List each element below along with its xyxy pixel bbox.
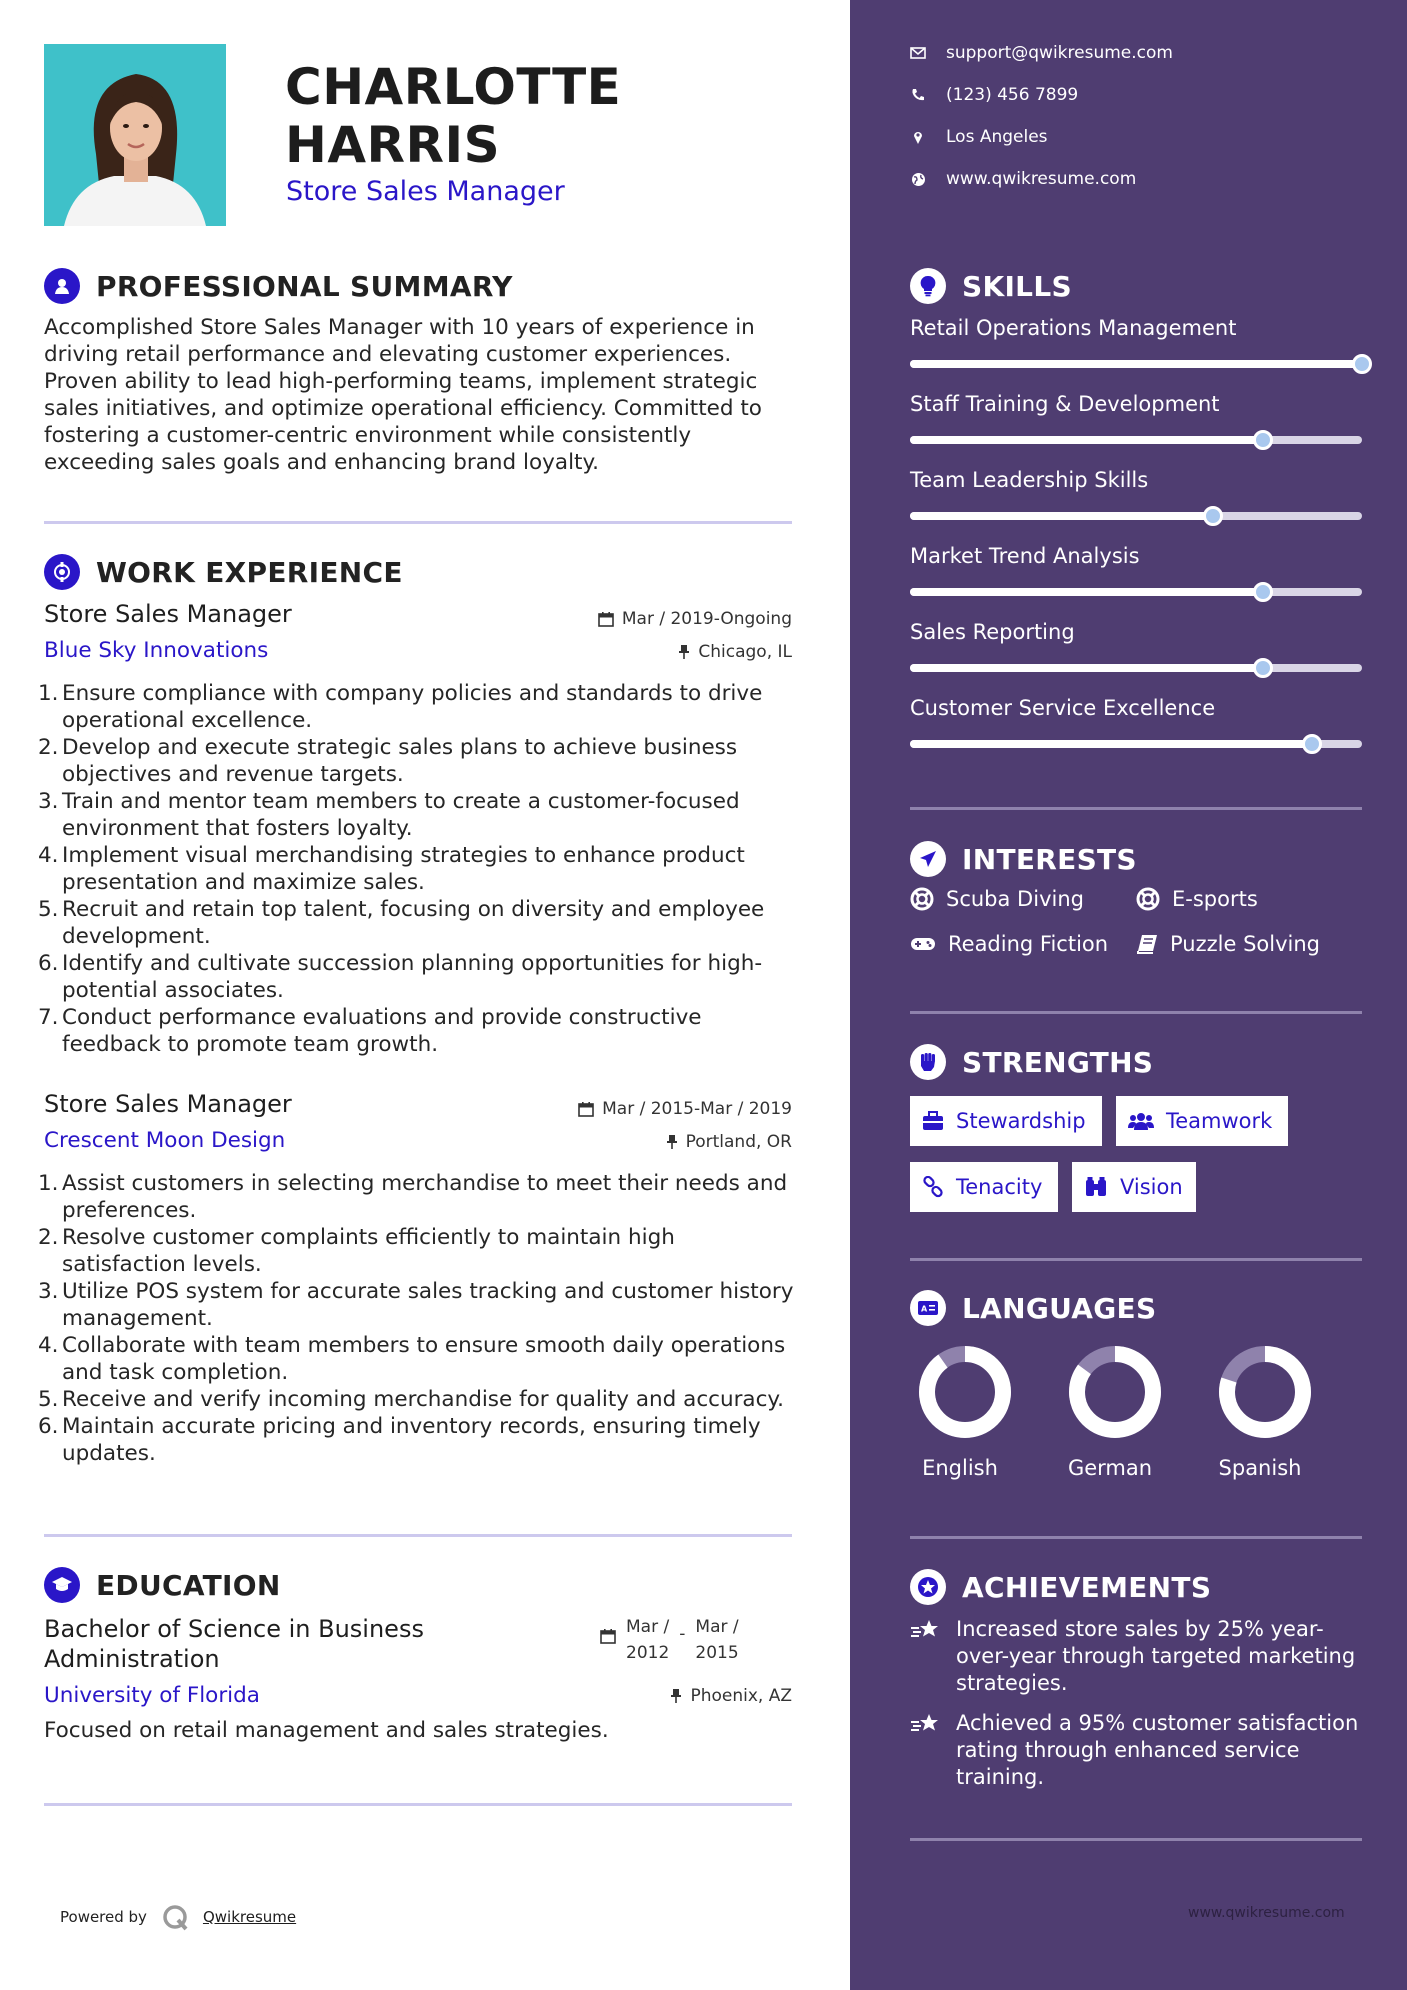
graduation-cap-icon [44, 1567, 80, 1603]
job-responsibilities [38, 680, 798, 1058]
job-title: Store Sales Manager [44, 600, 292, 628]
contact-phone-text: (123) 456 7899 [946, 85, 1079, 105]
interest-item [1136, 887, 1258, 911]
section-divider [44, 1534, 792, 1537]
education-dates [600, 1614, 739, 1666]
responsibility-number: 2. [38, 1225, 59, 1250]
interests-heading: INTERESTS [962, 842, 1137, 876]
responsibility-text: Collaborate with team members to ensure smooth daily operations and task completion. [62, 1333, 786, 1385]
responsibility-item [38, 950, 798, 1004]
language-ring [1060, 1342, 1170, 1446]
phone-icon [910, 88, 926, 102]
skill-bar [910, 436, 1362, 444]
skill-level-knob [1203, 506, 1223, 526]
responsibility-text: Utilize POS system for accurate sales tracking and customer history management. [62, 1279, 794, 1331]
interest-item [910, 887, 1084, 911]
education-location [670, 1686, 792, 1706]
strength-badge [910, 1162, 1058, 1212]
job-location [678, 642, 792, 662]
responsibility-item [38, 896, 798, 950]
achievement-text: Increased store sales by 25% year-over-year through targeted marketing strategies. [956, 1617, 1356, 1695]
date-dash: - [679, 1624, 686, 1644]
section-divider [44, 1803, 792, 1806]
name-line-last: HARRIS [285, 116, 501, 174]
strength-label: Teamwork [1166, 1109, 1273, 1133]
language-donut [1215, 1342, 1315, 1442]
job-dates [598, 609, 792, 629]
languages-section-header [910, 1290, 1156, 1326]
summary-heading: PROFESSIONAL SUMMARY [96, 269, 513, 303]
svg-text:A: A [921, 1304, 928, 1314]
responsibility-item [38, 680, 798, 734]
experience-heading: WORK EXPERIENCE [96, 555, 403, 589]
job-title: Store Sales Manager [44, 1090, 292, 1118]
book-icon [1136, 934, 1158, 954]
skill-bar [910, 740, 1362, 748]
contact-location [910, 127, 1048, 147]
skill-level-knob [1253, 430, 1273, 450]
language-label: German [1067, 1456, 1153, 1480]
paper-plane-icon [910, 841, 946, 877]
contact-location-text: Los Angeles [946, 127, 1048, 147]
languages-heading: LANGUAGES [962, 1291, 1157, 1325]
responsibility-item [38, 842, 798, 896]
interest-label: Puzzle Solving [1170, 932, 1320, 956]
education-location-text: Phoenix, AZ [690, 1686, 792, 1706]
education-university: University of Florida [44, 1683, 260, 1708]
shooting-star-icon [910, 1616, 942, 1697]
language-ring [910, 1342, 1020, 1446]
strength-badge [1116, 1096, 1288, 1146]
users-icon [1128, 1111, 1154, 1131]
interest-label: Scuba Diving [946, 887, 1084, 911]
strength-badge [1072, 1162, 1196, 1212]
strength-label: Stewardship [956, 1109, 1086, 1133]
skill-level-knob [1302, 734, 1322, 754]
skill-bar [910, 360, 1362, 368]
interests-section-header [910, 841, 1137, 877]
responsibility-item [38, 1386, 798, 1413]
responsibility-item [38, 1332, 798, 1386]
section-divider [910, 1011, 1362, 1014]
summary-section-header [44, 268, 513, 304]
skill-level-knob [1352, 354, 1372, 374]
skill-bar-fill [910, 436, 1263, 444]
education-end-year: 2015 [695, 1643, 739, 1663]
user-icon [44, 268, 80, 304]
contact-website[interactable] [910, 169, 1136, 189]
interest-item [1136, 932, 1320, 956]
education-end-date [695, 1614, 738, 1666]
lightbulb-icon [910, 268, 946, 304]
responsibility-text: Resolve customer complaints efficiently to maintain high satisfaction levels. [62, 1225, 675, 1277]
responsibility-number: 6. [38, 951, 59, 976]
achievement-text: Achieved a 95% customer satisfaction rating through enhanced service training. [956, 1711, 1359, 1789]
skill-bar-fill [910, 664, 1263, 672]
pin-icon [678, 644, 690, 660]
skill-bar-fill [910, 740, 1312, 748]
language-card-icon [910, 1290, 946, 1326]
responsibility-item [38, 1278, 798, 1332]
powered-by-label: Powered by [60, 1908, 147, 1926]
star-badge-icon [910, 1569, 946, 1605]
job-company: Blue Sky Innovations [44, 638, 269, 663]
skill-bar [910, 512, 1362, 520]
strength-label: Vision [1120, 1175, 1183, 1199]
responsibility-text: Train and mentor team members to create a customer-focused environment that fosters loyalty. [62, 789, 740, 841]
calendar-icon [600, 1628, 616, 1644]
achievements-section-header [910, 1569, 1211, 1605]
skill-label: Team Leadership Skills [910, 468, 1149, 492]
contact-email[interactable] [910, 43, 1173, 63]
skill-bar-fill [910, 512, 1213, 520]
responsibility-item [38, 734, 798, 788]
skill-level-knob [1253, 658, 1273, 678]
shooting-star-icon [910, 1710, 942, 1791]
responsibility-item [38, 1413, 798, 1467]
pin-icon [666, 1134, 678, 1150]
experience-section-header [44, 554, 403, 590]
education-degree: Bachelor of Science in Business Administration [44, 1615, 424, 1673]
link-icon [922, 1176, 944, 1198]
skill-label: Staff Training & Development [910, 392, 1220, 416]
pin-icon [670, 1688, 682, 1704]
raised-fist-icon [910, 1044, 946, 1080]
education-heading: EDUCATION [96, 1568, 281, 1602]
calendar-icon [578, 1101, 594, 1117]
responsibility-text: Receive and verify incoming merchandise for quality and accuracy. [62, 1387, 784, 1412]
envelope-icon [910, 47, 926, 59]
responsibility-text: Recruit and retain top talent, focusing on diversity and employee development. [62, 897, 765, 949]
skill-label: Customer Service Excellence [910, 696, 1216, 720]
section-divider [910, 1258, 1362, 1261]
job-company: Crescent Moon Design [44, 1128, 286, 1153]
strength-badge [910, 1096, 1102, 1146]
education-start-date [626, 1614, 669, 1666]
responsibility-item [38, 1004, 798, 1058]
responsibility-number: 1. [38, 681, 59, 706]
qwikresume-logo-icon [161, 1903, 189, 1931]
achievements-heading: ACHIEVEMENTS [962, 1570, 1212, 1604]
responsibility-text: Ensure compliance with company policies and standards to drive operational excellence. [62, 681, 763, 733]
map-pin-icon [910, 130, 926, 145]
skill-label: Retail Operations Management [910, 316, 1237, 340]
responsibility-number: 4. [38, 1333, 59, 1358]
responsibility-number: 6. [38, 1414, 59, 1439]
responsibility-text: Maintain accurate pricing and inventory records, ensuring timely updates. [62, 1414, 761, 1466]
responsibility-text: Conduct performance evaluations and provide constructive feedback to promote team growth. [62, 1005, 702, 1057]
job-dates-text: Mar / 2015-Mar / 2019 [602, 1099, 792, 1119]
globe-icon [910, 172, 926, 187]
job-dates-text: Mar / 2019-Ongoing [621, 609, 792, 629]
responsibility-item [38, 1170, 798, 1224]
language-donut [915, 1342, 1015, 1442]
briefcase-icon [44, 554, 80, 590]
section-divider [44, 521, 792, 524]
job-responsibilities [38, 1170, 798, 1467]
interest-label: E-sports [1172, 887, 1258, 911]
responsibility-item [38, 1224, 798, 1278]
responsibility-number: 5. [38, 1387, 59, 1412]
contact-phone[interactable] [910, 85, 1078, 105]
language-ring [1210, 1342, 1320, 1446]
responsibility-text: Develop and execute strategic sales plans to achieve business objectives and revenue targets. [62, 735, 738, 787]
skills-heading: SKILLS [962, 269, 1072, 303]
binoculars-icon [1084, 1176, 1108, 1198]
responsibility-number: 1. [38, 1171, 59, 1196]
education-description: Focused on retail management and sales strategies. [44, 1718, 609, 1743]
powered-by [60, 1903, 296, 1931]
education-section-header [44, 1567, 281, 1603]
footer-url[interactable]: www.qwikresume.com [1188, 1905, 1345, 1921]
language-donut [1065, 1342, 1165, 1442]
skill-label: Sales Reporting [910, 620, 1075, 644]
language-donut-fill [927, 1354, 1003, 1430]
language-label: Spanish [1218, 1456, 1302, 1480]
responsibility-number: 7. [38, 1005, 59, 1030]
name-line-first: CHARLOTTE [285, 58, 622, 116]
strengths-heading: STRENGTHS [962, 1045, 1154, 1079]
responsibility-text: Assist customers in selecting merchandise to meet their needs and preferences. [62, 1171, 788, 1223]
summary-text: Accomplished Store Sales Manager with 10 years of experience in driving retail performance and elevating customer experiences. Proven ability to lead high-performing teams, implement strategic sales initiatives, and optimize operational efficiency. Committed to fostering a customer-centric environment while consistently exceeding sales goals and enhancing brand loyalty. [44, 315, 762, 475]
life-ring-icon [1136, 887, 1160, 911]
contact-email-text: support@qwikresume.com [946, 43, 1173, 63]
interest-label: Reading Fiction [948, 932, 1109, 956]
calendar-icon [598, 611, 614, 627]
candidate-name [285, 58, 621, 174]
responsibility-number: 3. [38, 789, 59, 814]
job-dates [578, 1099, 792, 1119]
responsibility-number: 3. [38, 1279, 59, 1304]
education-end-month: Mar / [695, 1617, 739, 1637]
job-location [666, 1132, 792, 1152]
responsibility-item [38, 788, 798, 842]
strengths-section-header [910, 1044, 1153, 1080]
section-divider [910, 1838, 1362, 1841]
education-start-year: 2012 [626, 1643, 670, 1663]
responsibility-number: 4. [38, 843, 59, 868]
interest-item [910, 932, 1108, 956]
education-start-month: Mar / [626, 1617, 670, 1637]
briefcase-icon [922, 1111, 944, 1131]
strength-label: Tenacity [956, 1175, 1043, 1199]
sidebar [850, 0, 1407, 1990]
achievement-item [910, 1710, 1370, 1791]
section-divider [910, 1536, 1362, 1539]
responsibility-text: Implement visual merchandising strategies to enhance product presentation and maximize sales. [62, 843, 745, 895]
life-ring-icon [910, 887, 934, 911]
job-location-text: Chicago, IL [698, 642, 792, 662]
section-divider [910, 807, 1362, 810]
candidate-title: Store Sales Manager [286, 176, 565, 207]
skill-bar [910, 588, 1362, 596]
responsibility-number: 2. [38, 735, 59, 760]
skill-bar-fill [910, 588, 1263, 596]
profile-photo [44, 44, 226, 226]
skill-label: Market Trend Analysis [910, 544, 1140, 568]
person-photo-illustration [44, 44, 226, 226]
powered-by-brand-link[interactable]: Qwikresume [202, 1908, 297, 1926]
gamepad-icon [910, 935, 936, 953]
skill-bar-fill [910, 360, 1362, 368]
skill-bar [910, 664, 1362, 672]
job-location-text: Portland, OR [685, 1132, 792, 1152]
language-label: English [922, 1456, 998, 1480]
responsibility-text: Identify and cultivate succession planning opportunities for high-potential associates. [62, 951, 763, 1003]
skills-section-header [910, 268, 1072, 304]
achievement-item [910, 1616, 1370, 1697]
responsibility-number: 5. [38, 897, 59, 922]
contact-website-text: www.qwikresume.com [946, 169, 1137, 189]
skill-level-knob [1253, 582, 1273, 602]
